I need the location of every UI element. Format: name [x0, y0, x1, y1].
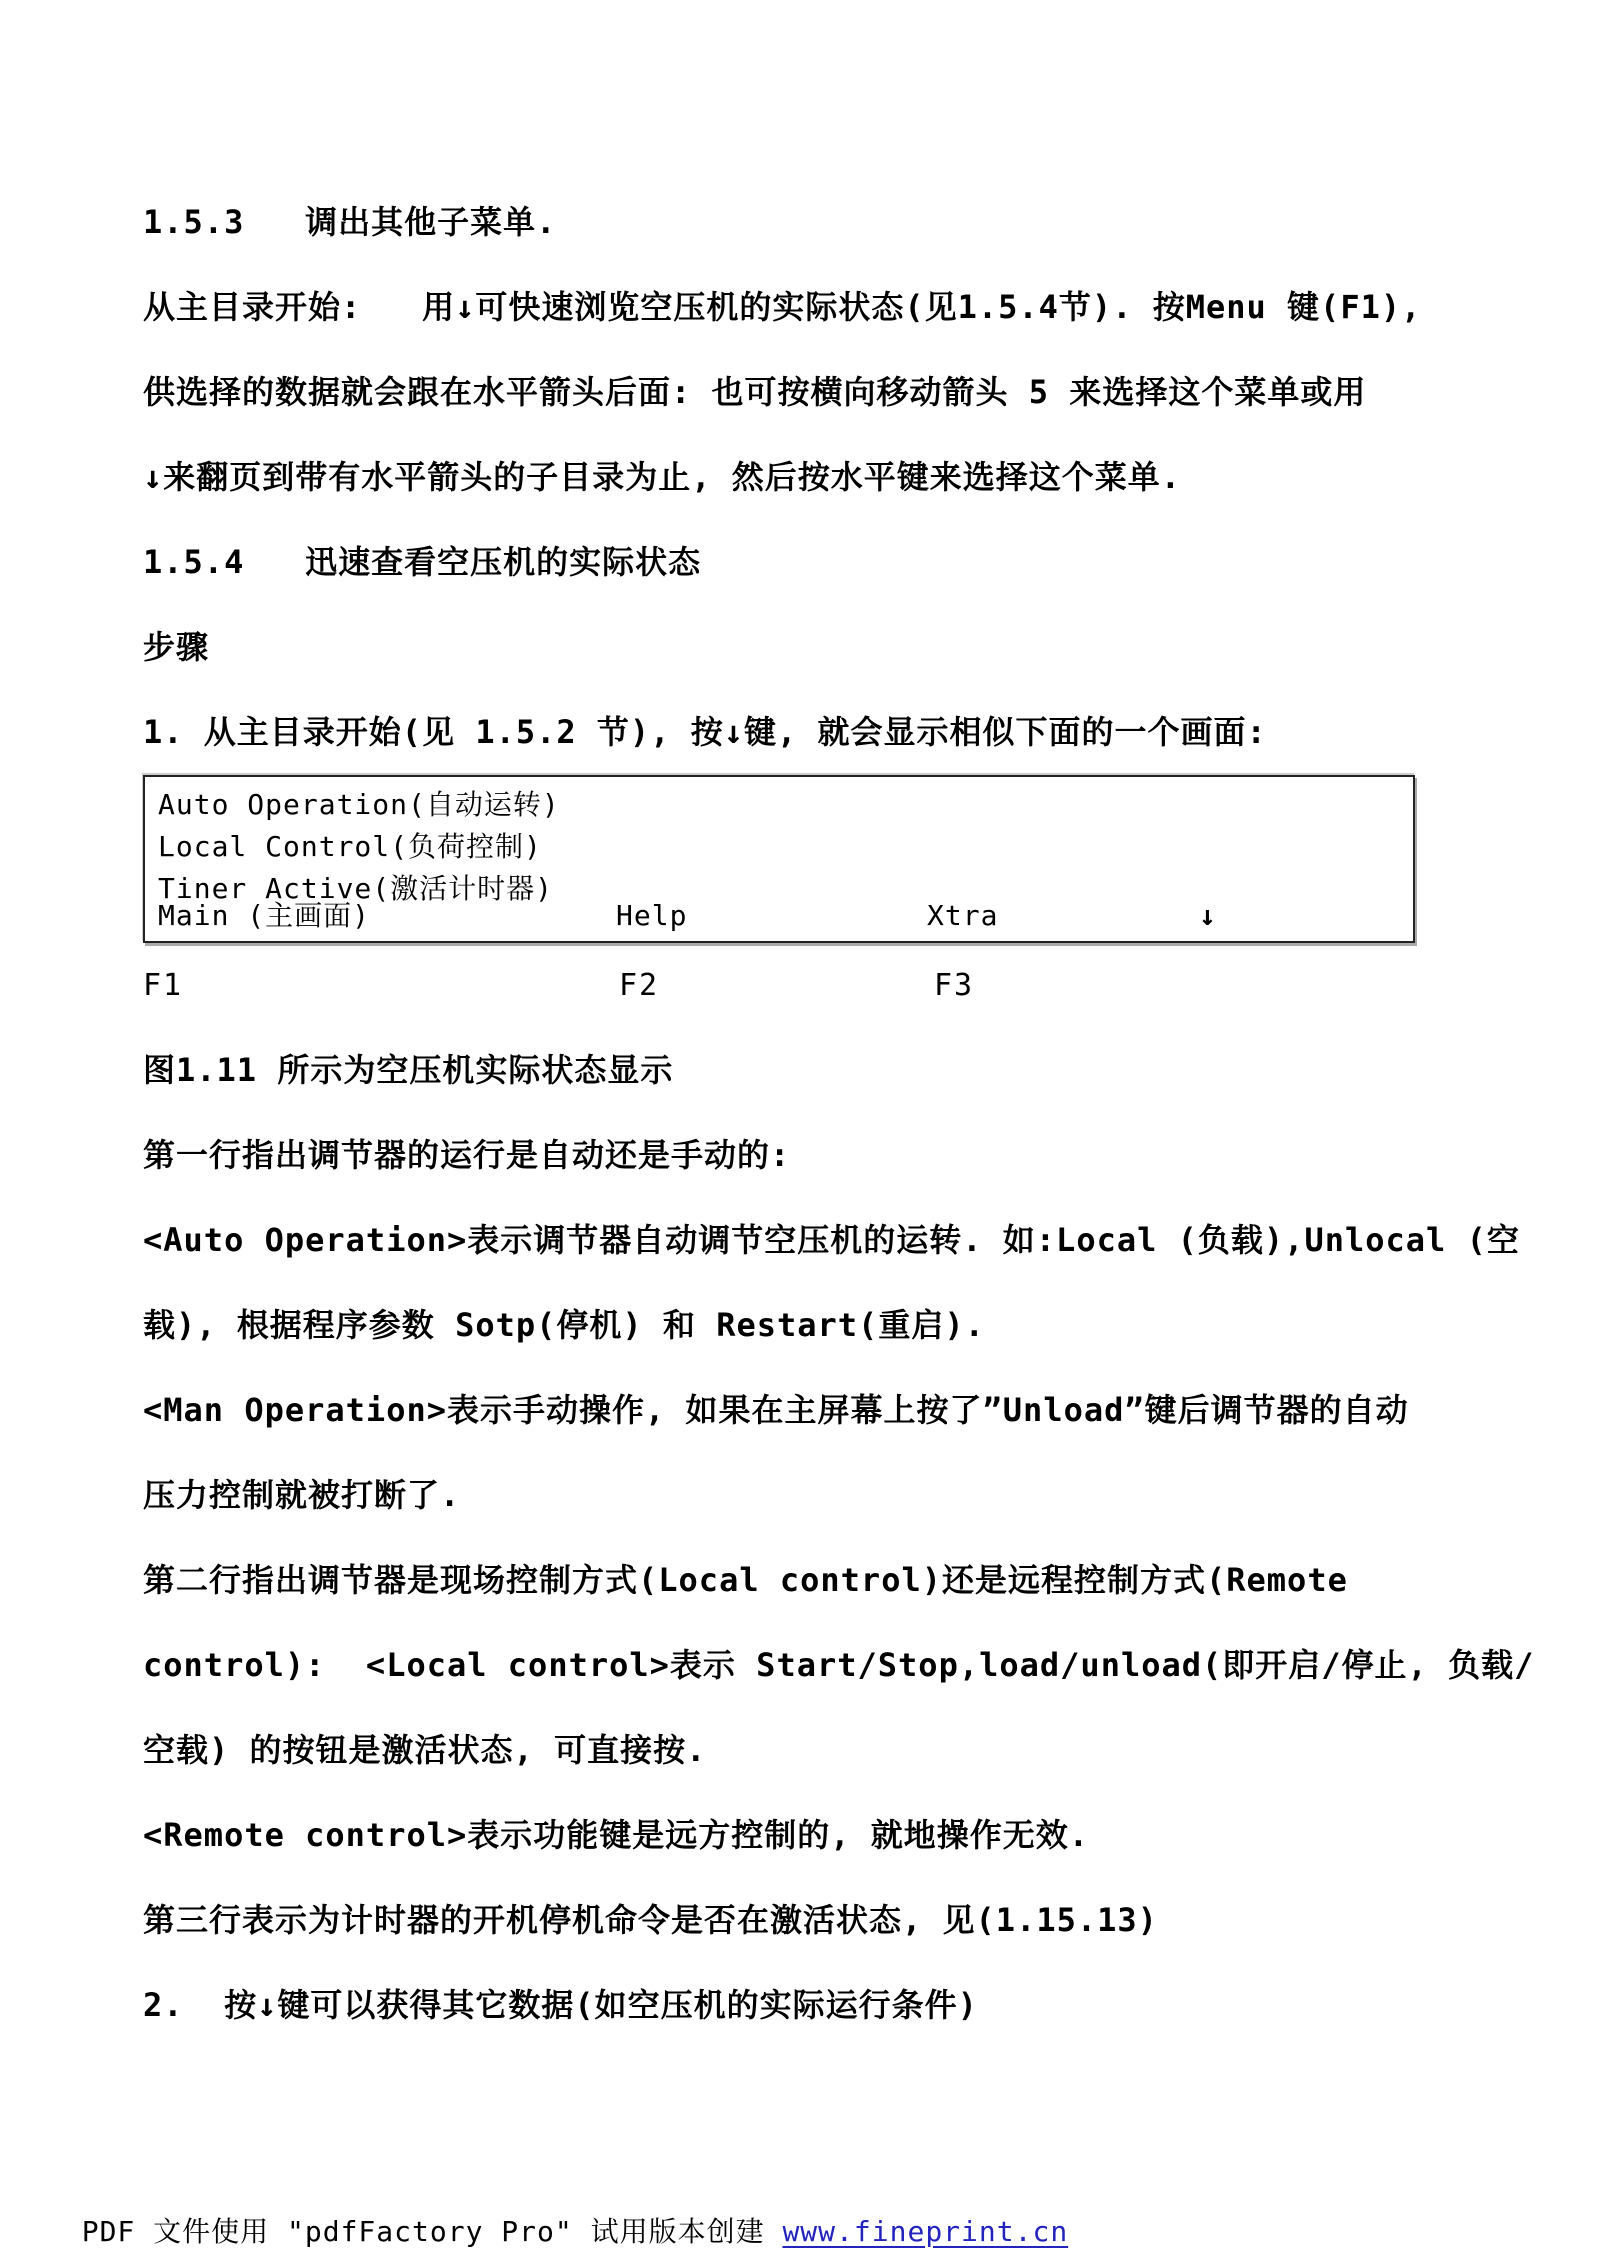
heading-1-5-4: 1.5.4 迅速查看空压机的实际状态 [143, 543, 702, 581]
body-line: 空载) 的按钮是激活状态, 可直接按. [143, 1731, 707, 1769]
screen-softkey-row [158, 895, 1398, 937]
body-line: <Remote control>表示功能键是远方控制的, 就地操作无效. [143, 1816, 1090, 1854]
footer-link[interactable]: www.fineprint.cn [782, 2215, 1069, 2248]
body-line: 2. 按↓键可以获得其它数据(如空压机的实际运行条件) [143, 1986, 978, 2024]
body-line: 压力控制就被打断了. [143, 1476, 461, 1514]
body-line: ↓来翻页到带有水平箭头的子目录为止, 然后按水平键来选择这个菜单. [143, 458, 1182, 496]
body-line: 第一行指出调节器的运行是自动还是手动的: [143, 1136, 791, 1174]
body-line: <Auto Operation>表示调节器自动调节空压机的运转. 如:Local (负载),Unlocal (空 [143, 1221, 1520, 1259]
body-line: <Man Operation>表示手动操作, 如果在主屏幕上按了”Unload”键后调节器的自动 [143, 1391, 1409, 1429]
screen-line-timer-active: Tiner Active(激活计时器) [158, 872, 554, 905]
body-line: 第三行表示为计时器的开机停机命令是否在激活状态, 见(1.15.13) [143, 1901, 1158, 1939]
down-arrow-icon: ↓ [1199, 899, 1217, 932]
screen-line-local-control: Local Control(负荷控制) [158, 830, 542, 863]
body-line: 第二行指出调节器是现场控制方式(Local control)还是远程控制方式(Remote [143, 1561, 1348, 1599]
lcd-screen-figure [143, 775, 1415, 943]
body-line: 从主目录开始: 用↓可快速浏览空压机的实际状态(见1.5.4节). 按Menu 键(F1), [143, 288, 1422, 326]
fkey-label-f1: F1 [143, 968, 184, 1003]
body-line: 1. 从主目录开始(见 1.5.2 节), 按↓键, 就会显示相似下面的一个画面: [143, 713, 1267, 751]
heading-1-5-3: 1.5.3 调出其他子菜单. [143, 203, 557, 241]
pdf-watermark-footer [46, 2172, 1068, 2252]
body-line: control): <Local control>表示 Start/Stop,load/unload(即开启/停止, 负载/ [143, 1646, 1535, 1684]
heading-steps: 步骤 [143, 628, 210, 666]
fkey-label-f3: F3 [934, 968, 975, 1003]
fkey-label-row [143, 943, 1563, 1028]
footer-text: PDF 文件使用 "pdfFactory Pro" 试用版本创建 [81, 2215, 783, 2248]
screen-softkey-help: Help [616, 899, 688, 932]
figure-caption: 图1.11 所示为空压机实际状态显示 [143, 1051, 674, 1089]
body-line: 载), 根据程序参数 Sotp(停机) 和 Restart(重启). [143, 1306, 985, 1344]
screen-softkey-main: Main (主画面) [158, 899, 371, 932]
body-line: 供选择的数据就会跟在水平箭头后面: 也可按横向移动箭头 5 来选择这个菜单或用 [143, 373, 1367, 411]
page-content [143, 180, 1563, 2048]
fkey-label-f2: F2 [619, 968, 660, 1003]
screen-softkey-xtra: Xtra [927, 899, 999, 932]
screen-line-auto-operation: Auto Operation(自动运转) [158, 788, 560, 821]
